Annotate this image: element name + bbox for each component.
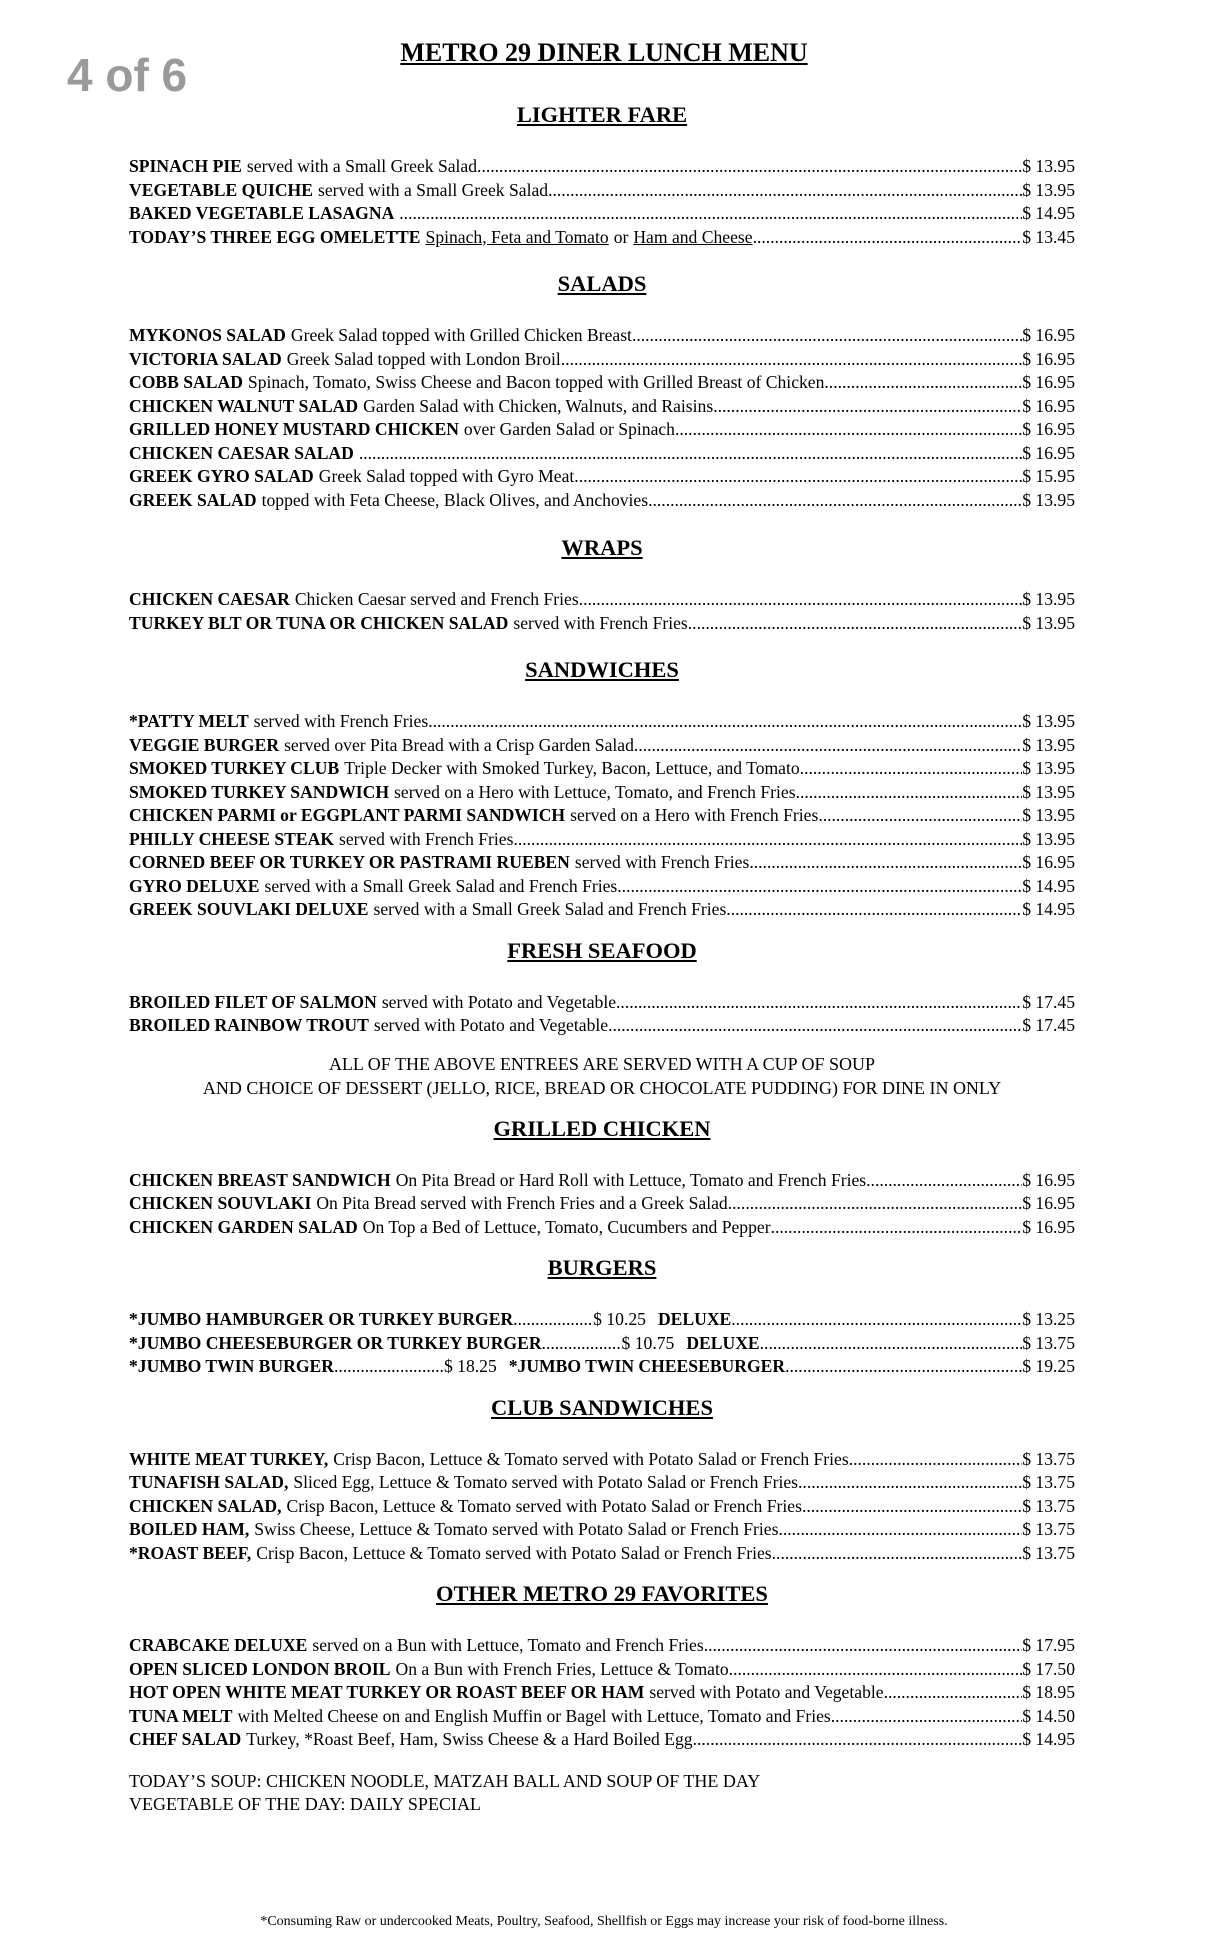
burger-deluxe-price: $ 13.75: [1022, 1332, 1075, 1353]
dot-leader: [561, 348, 1022, 372]
todays-soup: TODAY’S SOUP: CHICKEN NOODLE, MATZAH BALL AND SOUP OF THE DAY: [129, 1770, 761, 1791]
dot-leader: [884, 1681, 1023, 1705]
burger-row: [129, 1355, 1075, 1379]
burger-deluxe-price: $ 19.25: [1022, 1356, 1075, 1376]
dot-leader: [693, 1728, 1023, 1752]
burger-name: *JUMBO CHEESEBURGER OR TURKEY BURGER: [129, 1332, 542, 1353]
item-price: $ 16.95: [1022, 852, 1075, 872]
dot-leader: [778, 1518, 1022, 1542]
menu-item: [129, 804, 1075, 828]
menu-list: [129, 991, 1075, 1038]
item-price: $ 14.95: [1022, 1729, 1075, 1749]
item-description: served with French Fries: [253, 711, 429, 731]
item-description: with Melted Cheese on and English Muffin or Bagel with Lettuce, Tomato and Fries: [237, 1705, 831, 1726]
dot-leader: [713, 395, 1022, 419]
menu-item: [129, 1705, 1075, 1729]
section-wraps: [129, 533, 1075, 635]
item-name: CHICKEN CAESAR SALAD: [129, 442, 354, 463]
menu-list: [129, 324, 1075, 512]
item-price: $ 16.95: [1022, 419, 1075, 439]
item-price: $ 14.95: [1022, 203, 1075, 223]
dot-leader: [760, 1332, 1023, 1356]
dot-leader: [513, 1308, 593, 1332]
item-description: Crisp Bacon, Lettuce & Tomato served with Potato Salad or French Fries: [286, 1495, 802, 1516]
item-price: $ 17.95: [1022, 1635, 1075, 1655]
menu-item: [129, 348, 1075, 372]
section-heading: GRILLED CHICKEN: [493, 1115, 711, 1141]
item-name: COBB SALAD: [129, 372, 243, 392]
item-description: over Garden Salad or Spinach: [463, 419, 675, 439]
item-name: CHICKEN SOUVLAKI: [129, 1193, 312, 1213]
burger-deluxe-name: DELUXE: [686, 1332, 760, 1353]
menu-item: [129, 588, 1075, 612]
item-description: served on a Hero with French Fries: [570, 805, 819, 825]
entree-note: [129, 1052, 1075, 1100]
item-description: served with French Fries: [339, 828, 514, 849]
section-grilled-chicken: [129, 1114, 1075, 1240]
entree-note-line: ALL OF THE ABOVE ENTREES ARE SERVED WITH A CUP OF SOUP: [328, 1053, 876, 1074]
item-price: $ 17.45: [1022, 991, 1075, 1012]
section-heading: FRESH SEAFOOD: [507, 937, 697, 963]
section-favorites: [129, 1579, 1075, 1752]
item-description: topped with Feta Cheese, Black Olives, and Anchovies: [261, 489, 649, 510]
item-description: Garden Salad with Chicken, Walnuts, and Raisins: [363, 395, 714, 416]
item-price: $ 16.95: [1022, 1169, 1075, 1190]
menu-item: [129, 898, 1075, 922]
section-salads: [129, 269, 1075, 512]
menu-item: [129, 489, 1075, 513]
dot-leader: [574, 465, 1022, 489]
burger-deluxe-price: $ 13.25: [1022, 1309, 1075, 1329]
item-description: served on a Hero with Lettuce, Tomato, and French Fries: [394, 781, 796, 802]
menu-item: [129, 828, 1075, 852]
item-name: BOILED HAM,: [129, 1519, 250, 1539]
menu-item: [129, 1014, 1075, 1038]
item-price: $ 13.75: [1022, 1519, 1075, 1539]
item-price: $ 13.95: [1022, 179, 1075, 200]
menu-item: [129, 851, 1075, 875]
dot-leader: [796, 781, 1023, 805]
menu-item: [129, 324, 1075, 348]
item-price: $ 14.50: [1022, 1705, 1075, 1726]
burger-row: [129, 1332, 1075, 1356]
menu-item: [129, 371, 1075, 395]
menu-list: [129, 588, 1075, 635]
item-price: $ 16.95: [1022, 395, 1075, 416]
menu-item: [129, 418, 1075, 442]
menu-item: [129, 465, 1075, 489]
dot-leader: [772, 1542, 1023, 1566]
burger-price: $ 18.25: [443, 1356, 497, 1376]
footnote: *Consuming Raw or undercooked Meats, Poultry, Seafood, Shellfish or Eggs may increase your risk of food-borne illness.: [260, 1914, 948, 1929]
menu-list: [129, 1634, 1075, 1752]
item-name: TUNA MELT: [129, 1705, 233, 1726]
dot-leader: [749, 851, 1022, 875]
menu-item: [129, 1542, 1075, 1566]
item-price: $ 16.95: [1022, 1193, 1075, 1213]
item-name: *ROAST BEEF,: [129, 1542, 252, 1563]
dot-leader: [704, 1634, 1023, 1658]
item-description: served on a Bun with Lettuce, Tomato and French Fries: [312, 1635, 704, 1655]
section-club-sandwiches: [129, 1393, 1075, 1566]
item-description: On Pita Bread or Hard Roll with Lettuce, Tomato and French Fries: [395, 1169, 867, 1190]
dot-leader: [634, 734, 1022, 758]
section-heading: WRAPS: [561, 535, 643, 560]
item-name: CORNED BEEF OR TURKEY OR PASTRAMI RUEBEN: [129, 852, 570, 872]
item-price: $ 13.95: [1022, 828, 1075, 849]
item-price: $ 14.95: [1022, 875, 1075, 896]
item-description: served with a Small Greek Salad: [317, 179, 549, 200]
item-description: Triple Decker with Smoked Turkey, Bacon, Lettuce, and Tomato: [344, 758, 800, 778]
item-description: Spinach, Tomato, Swiss Cheese and Bacon topped with Grilled Breast of Chicken: [247, 372, 825, 392]
menu-item: [129, 757, 1075, 781]
menu-title: METRO 29 DINER LUNCH MENU: [400, 38, 808, 67]
item-name: CHICKEN CAESAR: [129, 589, 290, 609]
dot-leader: [731, 1308, 1022, 1332]
dot-leader: [648, 489, 1022, 513]
section-burgers: [129, 1253, 1075, 1379]
dot-leader: [802, 1495, 1022, 1519]
dot-leader: [542, 1332, 622, 1356]
dot-leader: [785, 1355, 1022, 1379]
dot-leader: [477, 155, 1022, 179]
item-name: VEGGIE BURGER: [129, 734, 280, 755]
burger-deluxe-name: *JUMBO TWIN CHEESEBURGER: [508, 1356, 786, 1376]
menu-item: [129, 155, 1075, 179]
item-description: On a Bun with French Fries, Lettuce & Tomato: [395, 1658, 729, 1679]
item-name: PHILLY CHEESE STEAK: [129, 828, 335, 849]
dot-leader: [771, 1216, 1023, 1240]
menu-item-omelette: TODAY’S THREE EGG OMELETTE Spinach, Feta and Tomato or Ham and Cheese ..... $ 13.45: [129, 226, 1075, 250]
item-description: On Pita Bread served with French Fries and a Greek Salad: [316, 1193, 728, 1213]
dot-leader: [675, 418, 1022, 442]
menu-item: [129, 612, 1075, 636]
menu-item: [129, 1495, 1075, 1519]
item-description: served with Potato and Vegetable: [373, 1015, 609, 1035]
dot-leader: [334, 1355, 444, 1379]
item-description: Greek Salad topped with Grilled Chicken Breast: [290, 325, 632, 345]
menu-item: [129, 1169, 1075, 1193]
dot-leader: [729, 1658, 1023, 1682]
item-name: BROILED FILET OF SALMON: [129, 991, 377, 1012]
item-description: Chicken Caesar served and French Fries: [294, 589, 579, 609]
item-price: $ 13.95: [1022, 156, 1075, 176]
item-description: served with Potato and Vegetable: [649, 1682, 884, 1702]
item-name: OPEN SLICED LONDON BROIL: [129, 1658, 391, 1679]
burger-name: *JUMBO TWIN BURGER: [129, 1356, 334, 1376]
item-price: $ 13.95: [1022, 711, 1075, 731]
item-price: $ 17.50: [1022, 1658, 1075, 1679]
entree-note-line: AND CHOICE OF DESSERT (JELLO, RICE, BREAD OR CHOCOLATE PUDDING) FOR DINE IN ONLY: [202, 1077, 1002, 1098]
item-price: $ 16.95: [1022, 325, 1075, 345]
item-price: $ 14.95: [1022, 899, 1075, 919]
dot-leader: [608, 1014, 1022, 1038]
menu-item: [129, 395, 1075, 419]
item-price: $ 13.95: [1022, 612, 1075, 633]
item-name: CHICKEN BREAST SANDWICH: [129, 1169, 391, 1190]
item-description: served with a Small Greek Salad: [246, 156, 478, 176]
item-price: $ 15.95: [1022, 466, 1075, 486]
item-price: $ 13.95: [1022, 805, 1075, 825]
item-description: Greek Salad topped with Gyro Meat: [318, 466, 575, 486]
item-description: Swiss Cheese, Lettuce & Tomato served with Potato Salad or French Fries: [254, 1519, 779, 1539]
item-name: SPINACH PIE: [129, 156, 242, 176]
item-price: $ 18.95: [1022, 1682, 1075, 1702]
item-name: CHICKEN SALAD,: [129, 1495, 282, 1516]
item-name: GREEK SOUVLAKI DELUXE: [129, 899, 369, 919]
item-description: served with French Fries: [513, 612, 688, 633]
dot-leader: [726, 898, 1022, 922]
item-price: $ 13.75: [1022, 1542, 1075, 1563]
item-name: SMOKED TURKEY SANDWICH: [129, 781, 390, 802]
section-heading: OTHER METRO 29 FAVORITES: [436, 1581, 768, 1606]
item-description: On Top a Bed of Lettuce, Tomato, Cucumbers and Pepper: [362, 1216, 771, 1237]
item-name: VICTORIA SALAD: [129, 348, 282, 369]
dot-leader: [824, 371, 1022, 395]
menu-list: [129, 1169, 1075, 1240]
dot-leader: [831, 1705, 1022, 1729]
menu-content: [129, 100, 1075, 1816]
item-name: GREEK SALAD: [129, 489, 257, 510]
item-name: *PATTY MELT: [129, 711, 249, 731]
item-name: CHICKEN PARMI or EGGPLANT PARMI SANDWICH: [129, 805, 566, 825]
vegetable-of-day: VEGETABLE OF THE DAY: DAILY SPECIAL: [129, 1793, 481, 1814]
item-name: MYKONOS SALAD: [129, 325, 286, 345]
dot-leader: [617, 875, 1022, 899]
menu-item: [129, 1216, 1075, 1240]
item-name: BAKED VEGETABLE LASAGNA: [129, 203, 395, 223]
dot-leader: [616, 991, 1022, 1015]
burger-row: [129, 1308, 1075, 1332]
item-name: SMOKED TURKEY CLUB: [129, 758, 340, 778]
dot-leader: [849, 1448, 1023, 1472]
item-price: $ 17.45: [1022, 1015, 1075, 1035]
item-description: Turkey, *Roast Beef, Ham, Swiss Cheese & a Hard Boiled Egg: [246, 1729, 693, 1749]
item-description: Greek Salad topped with London Broil: [286, 348, 561, 369]
menu-list: [129, 710, 1075, 922]
menu-item: [129, 1634, 1075, 1658]
item-description: Crisp Bacon, Lettuce & Tomato served with Potato Salad or French Fries: [256, 1542, 772, 1563]
section-lighter-fare: [129, 100, 1075, 249]
section-heading: CLUB SANDWICHES: [491, 1394, 713, 1420]
menu-item: [129, 1192, 1075, 1216]
item-name: CHEF SALAD: [129, 1729, 242, 1749]
dot-leader: [866, 1169, 1022, 1193]
item-description: served with French Fries: [574, 852, 750, 872]
menu-item: [129, 1448, 1075, 1472]
item-name: TUNAFISH SALAD,: [129, 1472, 289, 1492]
section-heading: SALADS: [557, 271, 647, 296]
section-heading: SANDWICHES: [525, 657, 679, 682]
item-price: $ 13.95: [1022, 781, 1075, 802]
dot-leader: [632, 324, 1022, 348]
menu-item: [129, 781, 1075, 805]
item-description: served with a Small Greek Salad and French Fries: [373, 899, 727, 919]
menu-item: [129, 875, 1075, 899]
burger-name: *JUMBO HAMBURGER OR TURKEY BURGER: [129, 1309, 514, 1329]
item-description: served over Pita Bread with a Crisp Garden Salad: [284, 734, 634, 755]
burger-price: $ 10.75: [621, 1332, 675, 1353]
dot-leader: [548, 179, 1022, 203]
menu-item: [129, 202, 1075, 226]
item-description: served with Potato and Vegetable: [381, 991, 617, 1012]
burger-deluxe-name: DELUXE: [657, 1309, 732, 1329]
menu-item: [129, 179, 1075, 203]
item-name: HOT OPEN WHITE MEAT TURKEY OR ROAST BEEF OR HAM: [129, 1682, 645, 1702]
dot-leader: [818, 804, 1022, 828]
item-price: $ 16.95: [1022, 348, 1075, 369]
item-price: $ 13.95: [1022, 734, 1075, 755]
menu-item: [129, 442, 1075, 466]
item-price: $ 13.95: [1022, 489, 1075, 510]
dot-leader: [798, 1471, 1022, 1495]
menu-item: [129, 991, 1075, 1015]
menu-list: [129, 1448, 1075, 1566]
item-name: CRABCAKE DELUXE: [129, 1635, 308, 1655]
item-description: served with a Small Greek Salad and French Fries: [264, 875, 618, 896]
dot-leader: [728, 1192, 1023, 1216]
dot-leader: [399, 202, 1022, 226]
item-name: CHICKEN GARDEN SALAD: [129, 1216, 358, 1237]
item-price: $ 13.75: [1022, 1472, 1075, 1492]
item-description: Sliced Egg, Lettuce & Tomato served with Potato Salad or French Fries: [293, 1472, 799, 1492]
menu-item: [129, 1728, 1075, 1752]
menu-item: [129, 1681, 1075, 1705]
item-name: GRILLED HONEY MUSTARD CHICKEN: [129, 419, 459, 439]
menu-item: [129, 1518, 1075, 1542]
section-heading: BURGERS: [547, 1255, 657, 1280]
dot-leader: [359, 442, 1022, 466]
burger-list: [129, 1308, 1075, 1379]
burger-price: $ 10.25: [593, 1309, 646, 1329]
section-fresh-seafood: [129, 936, 1075, 1038]
section-heading: LIGHTER FARE: [516, 102, 688, 127]
menu-item: [129, 1471, 1075, 1495]
dot-leader: [428, 710, 1022, 734]
section-sandwiches: [129, 655, 1075, 922]
item-price: $ 13.75: [1022, 1495, 1075, 1516]
item-price: $ 16.95: [1022, 1216, 1075, 1237]
item-name: GYRO DELUXE: [129, 875, 260, 896]
dot-leader: [579, 588, 1023, 612]
item-name: WHITE MEAT TURKEY,: [129, 1448, 329, 1469]
menu-item: [129, 710, 1075, 734]
item-price: $ 16.95: [1022, 372, 1075, 392]
page-indicator: 4 of 6: [67, 49, 188, 101]
menu-item: [129, 1658, 1075, 1682]
menu-item: [129, 734, 1075, 758]
dot-leader: [513, 828, 1022, 852]
item-name: GREEK GYRO SALAD: [129, 466, 314, 486]
item-price: $ 13.95: [1022, 589, 1075, 609]
dot-leader: [800, 757, 1023, 781]
item-description: Crisp Bacon, Lettuce & Tomato served with Potato Salad or French Fries: [333, 1448, 849, 1469]
item-price: $ 13.95: [1022, 758, 1075, 778]
item-name: TURKEY BLT OR TUNA OR CHICKEN SALAD: [129, 612, 509, 633]
menu-list: [129, 155, 1075, 226]
item-name: BROILED RAINBOW TROUT: [129, 1015, 369, 1035]
item-price: $ 16.95: [1022, 442, 1075, 463]
item-name: CHICKEN WALNUT SALAD: [129, 395, 359, 416]
item-price: $ 13.75: [1022, 1448, 1075, 1469]
item-name: VEGETABLE QUICHE: [129, 179, 313, 200]
dot-leader: [688, 612, 1022, 636]
